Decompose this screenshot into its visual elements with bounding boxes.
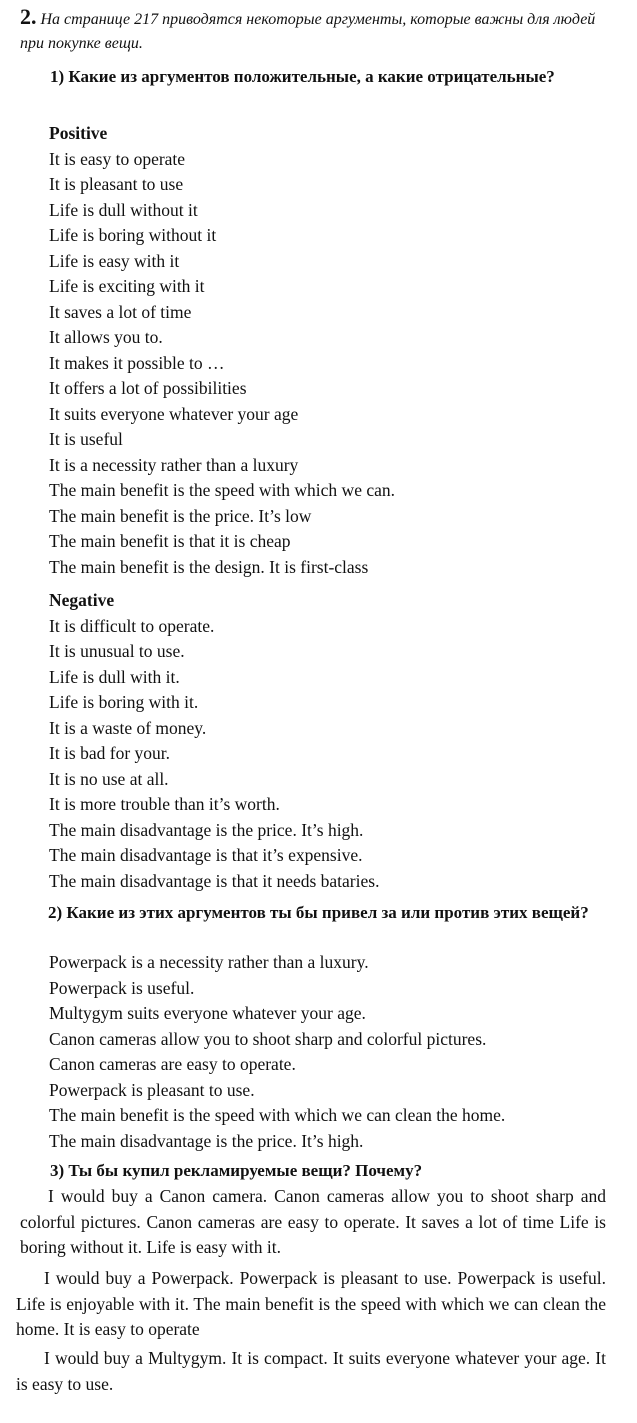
positive-item: It makes it possible to …: [49, 352, 225, 373]
negative-heading: Negative: [49, 590, 115, 610]
negative-item: It is a waste of money.: [49, 717, 207, 738]
positive-item: The main benefit is the speed with which we can.: [49, 480, 396, 500]
argument-item: Powerpack is a necessity rather than a luxury.: [49, 952, 369, 972]
positive-item: The main benefit is that it is cheap: [49, 531, 291, 551]
task-instruction: На странице 217 приводятся некоторые аргументы, которые важны для людей при покупке вещи.: [20, 11, 596, 52]
positive-item: It is easy to operate: [49, 148, 186, 169]
positive-item: Life is exciting with it: [49, 276, 205, 296]
question-2: 2) Какие из этих аргументов ты бы привел за или против этих вещей?: [48, 903, 589, 922]
positive-heading: Positive: [49, 123, 108, 143]
negative-item: It is more trouble than it’s worth.: [49, 794, 280, 814]
positive-item: The main benefit is the price. It’s low: [49, 505, 312, 526]
task-header: [20, 5, 610, 56]
positive-item: It allows you to.: [49, 327, 163, 347]
positive-item: It is a necessity rather than a luxury: [49, 454, 299, 475]
answer-canon: I would buy a Canon camera. Canon cameras allow you to shoot sharp and colorful pictures. Canon cameras are easy to operate. It saves a lot of time Life is boring without it. Life is easy with it.: [20, 1186, 606, 1257]
negative-item: The main disadvantage is the price. It’s high.: [49, 819, 364, 840]
argument-item: Powerpack is pleasant to use.: [49, 1079, 255, 1100]
negative-item: It is difficult to operate.: [49, 615, 215, 636]
positive-item: The main benefit is the design. It is first-class: [49, 556, 369, 577]
question-3: 3) Ты бы купил рекламируемые вещи? Почему?: [50, 1161, 423, 1180]
positive-item: It saves a lot of time: [49, 301, 192, 322]
positive-item: Life is easy with it: [49, 250, 180, 271]
argument-item: Multygym suits everyone whatever your age.: [49, 1003, 366, 1023]
answer-multygym: I would buy a Multygym. It is compact. It suits everyone whatever your age. It is easy to use.: [16, 1348, 606, 1394]
positive-list: [49, 121, 395, 580]
positive-item: It suits everyone whatever your age: [49, 403, 299, 424]
positive-item: It offers a lot of possibilities: [49, 378, 247, 398]
positive-item: It is pleasant to use: [49, 174, 184, 194]
positive-item: Life is dull without it: [49, 199, 198, 220]
negative-item: The main disadvantage is that it needs bataries.: [49, 870, 380, 891]
arguments-list: [49, 950, 505, 1154]
negative-item: It is no use at all.: [49, 768, 169, 789]
argument-item: Canon cameras allow you to shoot sharp and colorful pictures.: [49, 1028, 487, 1049]
answer-powerpack: I would buy a Powerpack. Powerpack is pleasant to use. Powerpack is useful. Life is enjoyable with it. The main benefit is the speed with which we can clean the home. It is easy to operate: [16, 1268, 606, 1339]
argument-item: The main benefit is the speed with which we can clean the home.: [49, 1105, 506, 1125]
negative-item: It is bad for your.: [49, 743, 171, 763]
negative-item: It is unusual to use.: [49, 641, 185, 661]
negative-list: [49, 588, 379, 894]
argument-item: The main disadvantage is the price. It’s high.: [49, 1130, 364, 1151]
question-1: 1) Какие из аргументов положительные, а какие отрицательные?: [50, 67, 555, 86]
positive-item: Life is boring without it: [49, 225, 217, 245]
negative-item: The main disadvantage is that it’s expensive.: [49, 845, 363, 865]
argument-item: Powerpack is useful.: [49, 977, 195, 998]
negative-item: Life is dull with it.: [49, 666, 180, 687]
argument-item: Canon cameras are easy to operate.: [49, 1054, 296, 1074]
task-number: 2.: [20, 4, 37, 29]
negative-item: Life is boring with it.: [49, 692, 199, 712]
positive-item: It is useful: [49, 429, 123, 449]
